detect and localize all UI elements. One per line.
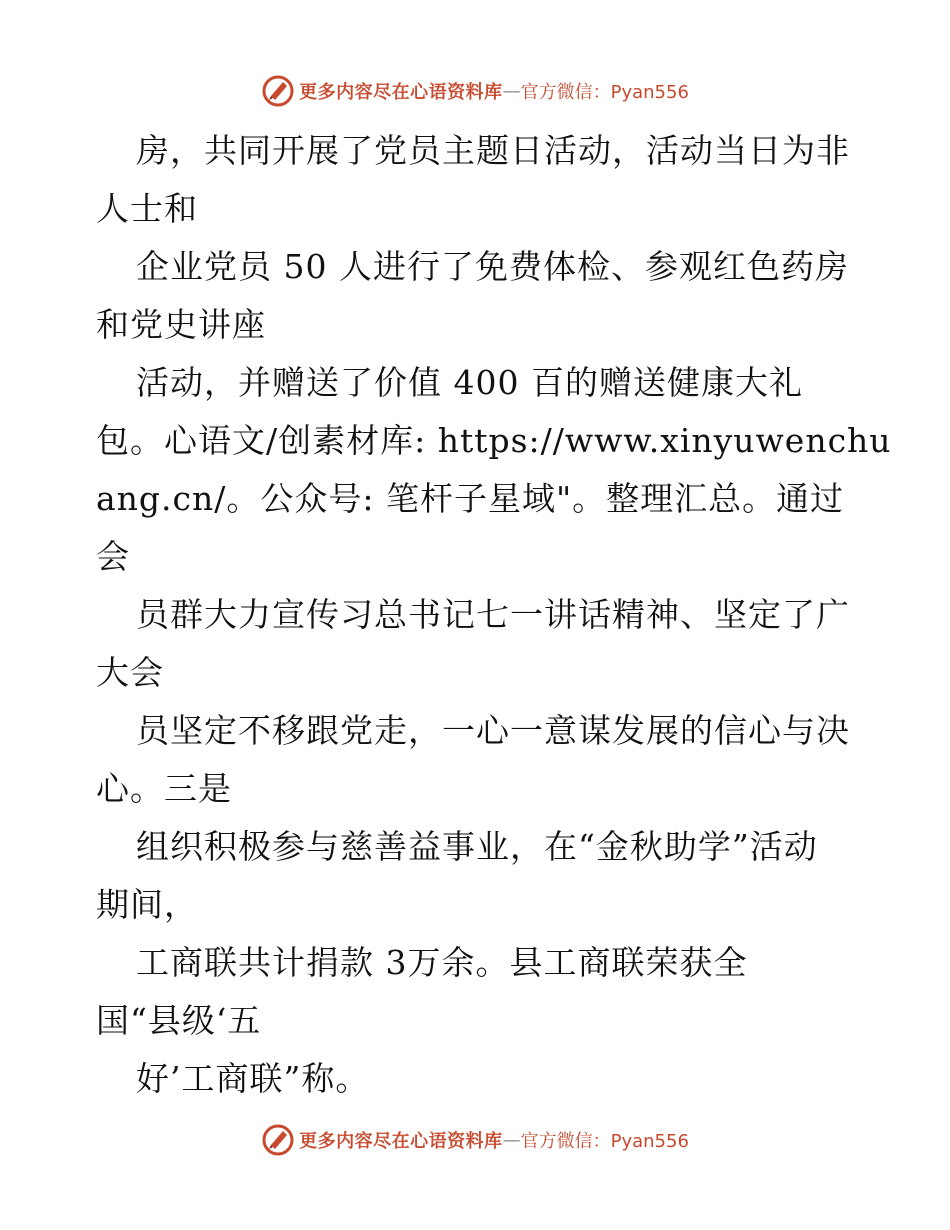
brand-logo-icon (261, 74, 295, 108)
text-line: 心。三是 (96, 769, 232, 808)
text-line: 组织积极参与慈善益事业，在“金秋助学”活动 (136, 827, 818, 866)
brand-logo-icon (261, 1123, 295, 1157)
text-line: 员群大力宣传习总书记七一讲话精神、坚定了广 (136, 595, 850, 634)
text-line: 期间， (96, 885, 198, 924)
text-line: 大会 (96, 653, 164, 692)
text-line: 好’工商联”称。 (136, 1059, 370, 1098)
header-separator: — (502, 80, 521, 102)
footer-banner (0, 1120, 950, 1160)
text-line: 企业党员 50 人进行了免费体检、参观红色药房 (136, 247, 849, 286)
text-line: ang.cn/。公众号: 笔杆子星域"。整理汇总。通过 (96, 479, 845, 518)
text-line: 国“县级‘五 (96, 1001, 262, 1040)
header-banner (0, 71, 950, 111)
text-line: 活动，并赠送了价值 400 百的赠送健康大礼 (136, 363, 803, 402)
text-line: 房，共同开展了党员主题日活动，活动当日为非 (136, 131, 850, 170)
footer-brand-text: 更多内容尽在心语资料库 (299, 1131, 503, 1152)
header-brand-text: 更多内容尽在心语资料库 (299, 82, 503, 103)
text-line: 包。心语文/创素材库: https://www.xinyuwenchu (96, 421, 892, 460)
footer-wechat-text: 官方微信：Pyan556 (520, 1131, 689, 1152)
footer-separator: — (502, 1129, 521, 1151)
text-line: 人士和 (96, 189, 198, 228)
text-line: 员坚定不移跟党走，一心一意谋发展的信心与决 (136, 711, 850, 750)
document-body (96, 122, 892, 1108)
text-line: 工商联共计捐款 3万余。县工商联荣获全 (136, 943, 748, 982)
header-wechat-text: 官方微信：Pyan556 (520, 82, 689, 103)
text-line: 会 (96, 537, 130, 576)
text-line: 和党史讲座 (96, 305, 266, 344)
